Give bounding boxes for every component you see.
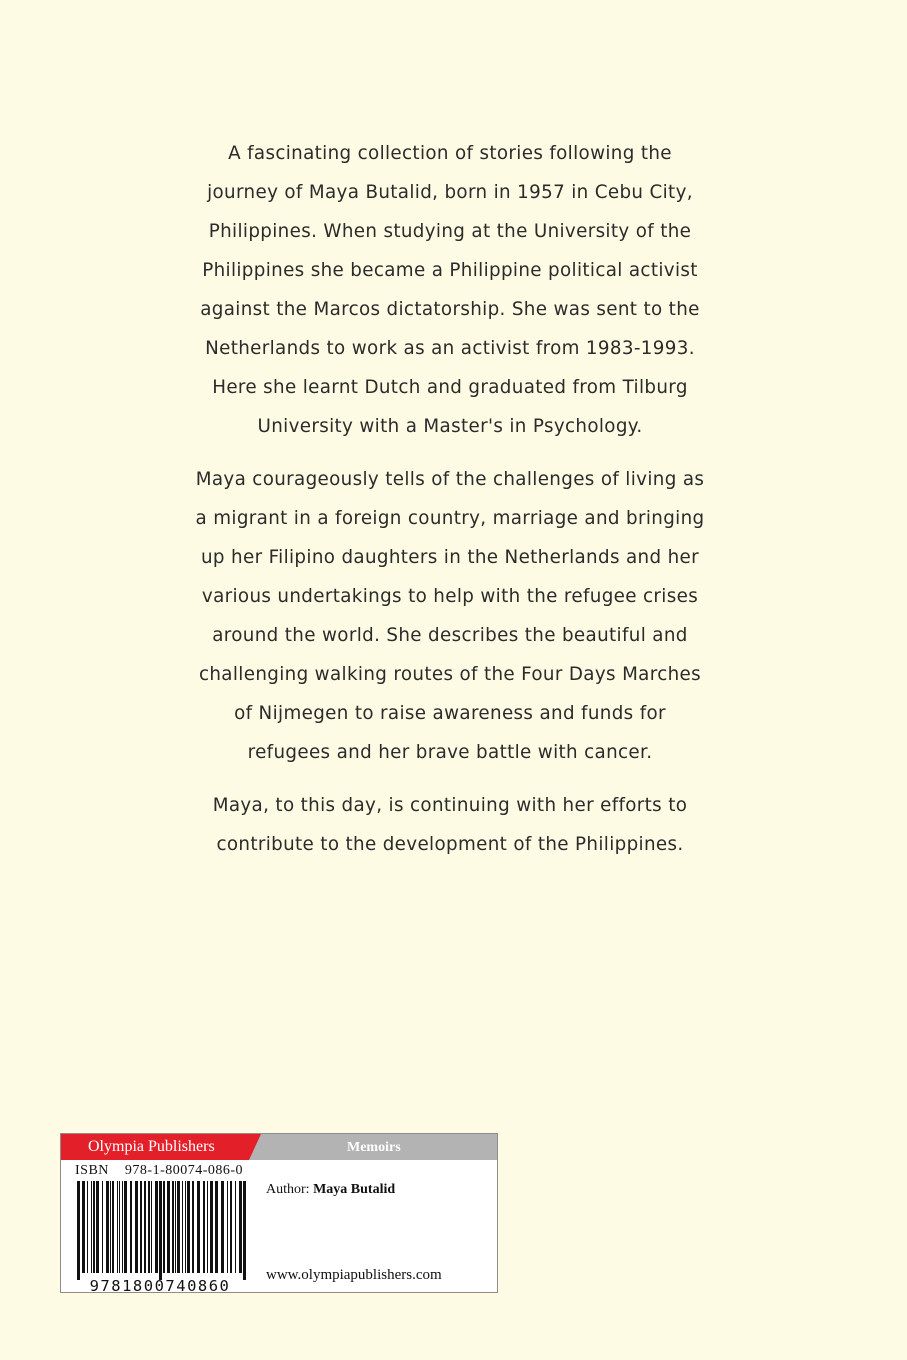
barcode-bar bbox=[230, 1181, 232, 1273]
blurb-paragraph-3 bbox=[150, 786, 750, 864]
barcode-digits: 9781800740860 bbox=[89, 1277, 231, 1293]
barcode-bar bbox=[177, 1181, 180, 1273]
blurb-line: up her Filipino daughters in the Netherlands and her bbox=[201, 547, 699, 568]
blurb-line: Philippines she became a Philippine political activist bbox=[202, 260, 698, 281]
back-cover-blurb bbox=[150, 134, 750, 878]
blurb-line: University with a Master's in Psychology. bbox=[257, 416, 643, 437]
barcode-bar bbox=[122, 1181, 123, 1273]
barcode-bar bbox=[210, 1181, 213, 1273]
barcode-bar bbox=[117, 1181, 118, 1273]
barcode-bar bbox=[77, 1181, 80, 1280]
barcode-bar bbox=[159, 1181, 162, 1280]
barcode-bar bbox=[172, 1181, 174, 1273]
publisher-website: www.olympiapublishers.com bbox=[266, 1267, 442, 1283]
barcode-bar bbox=[106, 1181, 109, 1273]
genre-label: Memoirs bbox=[347, 1140, 401, 1155]
barcode-bar bbox=[102, 1181, 103, 1273]
barcode-bar bbox=[82, 1181, 85, 1273]
barcode-bar bbox=[243, 1181, 246, 1280]
barcode-bar bbox=[239, 1181, 242, 1273]
barcode-bar bbox=[227, 1181, 228, 1273]
blurb-line: Here she learnt Dutch and graduated from Tilburg bbox=[212, 377, 688, 398]
barcode-bar bbox=[96, 1181, 99, 1273]
barcode-bar bbox=[203, 1181, 205, 1273]
barcode-bar bbox=[155, 1181, 158, 1273]
blurb-line: contribute to the development of the Philippines. bbox=[216, 834, 684, 855]
barcode-bar bbox=[197, 1181, 200, 1273]
barcode-bar bbox=[135, 1181, 138, 1273]
barcode-bar bbox=[130, 1181, 132, 1273]
barcode-bar bbox=[192, 1181, 194, 1273]
publisher-name: Olympia Publishers bbox=[88, 1138, 215, 1155]
blurb-line: Philippines. When studying at the University of the bbox=[208, 221, 692, 242]
barcode-icon bbox=[67, 1180, 253, 1293]
barcode-bar bbox=[151, 1181, 152, 1273]
barcode-bar bbox=[175, 1181, 176, 1273]
blurb-line: journey of Maya Butalid, born in 1957 in Cebu City, bbox=[207, 182, 693, 203]
barcode-bar bbox=[93, 1181, 95, 1273]
blurb-line: a migrant in a foreign country, marriage and bringing bbox=[195, 508, 705, 529]
blurb-paragraph-1 bbox=[150, 134, 750, 446]
blurb-line: A fascinating collection of stories following the bbox=[228, 143, 672, 164]
isbn-line bbox=[75, 1162, 243, 1180]
blurb-line: against the Marcos dictatorship. She was sent to the bbox=[200, 299, 700, 320]
publisher-info-panel bbox=[60, 1133, 498, 1293]
barcode-bar bbox=[110, 1181, 111, 1273]
blurb-line: various undertakings to help with the refugee crises bbox=[201, 586, 699, 607]
barcode-bar bbox=[124, 1181, 127, 1273]
barcode-bar bbox=[207, 1181, 208, 1273]
barcode-bar bbox=[187, 1181, 190, 1273]
isbn-label: ISBN bbox=[75, 1163, 109, 1178]
barcode-bar bbox=[182, 1181, 183, 1273]
barcode-bar bbox=[163, 1181, 165, 1273]
isbn-number: 978-1-80074-086-0 bbox=[124, 1163, 244, 1178]
barcode-bar bbox=[119, 1181, 120, 1273]
barcode-bar bbox=[167, 1181, 170, 1273]
blurb-line: Maya, to this day, is continuing with her efforts to bbox=[212, 795, 688, 816]
barcode-bar bbox=[221, 1181, 224, 1273]
barcode-bar bbox=[112, 1181, 114, 1273]
blurb-line: around the world. She describes the beautiful and bbox=[212, 625, 688, 646]
barcode-bar bbox=[215, 1181, 218, 1273]
blurb-line: refugees and her brave battle with cancer. bbox=[247, 742, 653, 763]
blurb-line: challenging walking routes of the Four Days Marches bbox=[198, 664, 702, 685]
author-label: Author: bbox=[266, 1182, 310, 1197]
blurb-paragraph-2 bbox=[150, 460, 750, 772]
barcode-bar bbox=[185, 1181, 186, 1273]
blurb-line: Maya courageously tells of the challenges of living as bbox=[195, 469, 705, 490]
author-line bbox=[266, 1182, 395, 1198]
barcode-bar bbox=[140, 1181, 142, 1273]
blurb-line: of Nijmegen to raise awareness and funds for bbox=[234, 703, 666, 724]
barcode-bar bbox=[235, 1181, 236, 1273]
barcode-bar bbox=[87, 1181, 88, 1273]
barcode-bar bbox=[91, 1181, 92, 1273]
barcode-bar bbox=[144, 1181, 146, 1273]
blurb-line: Netherlands to work as an activist from 1983-1993. bbox=[205, 338, 695, 359]
author-name: Maya Butalid bbox=[313, 1182, 396, 1197]
barcode-bar bbox=[148, 1181, 150, 1273]
